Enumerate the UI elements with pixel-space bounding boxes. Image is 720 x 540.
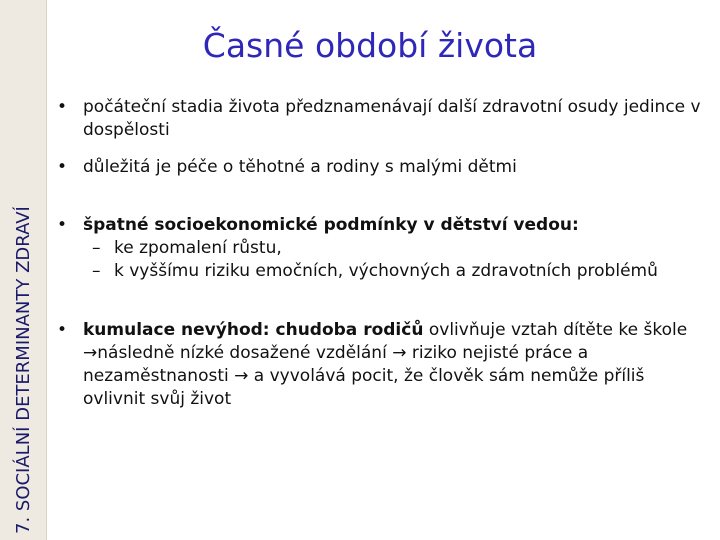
bullet-marker: • xyxy=(57,320,68,340)
bold-lead: kumulace nevýhod: chudoba rodičů xyxy=(83,320,424,340)
sidebar-label: 7. SOCIÁLNÍ DETERMINANTY ZDRAVÍ xyxy=(13,206,34,534)
bullet-marker: • xyxy=(57,157,68,177)
text-run: riziko nejisté práce a nezaměstnanosti xyxy=(83,343,589,386)
sub-bullet-marker: – xyxy=(92,238,101,258)
bullet-marker: • xyxy=(57,215,68,235)
sub-bullet-item xyxy=(57,260,707,283)
bullet-item xyxy=(57,214,707,237)
slide-title: Časné období života xyxy=(202,26,538,65)
bullet-text: důležitá je péče o těhotné a rodiny s malými dětmi xyxy=(83,157,517,177)
bullet-text: počáteční stadia života předznamenávají další zdravotní osudy jedince v dospělosti xyxy=(83,97,701,140)
bullet-list xyxy=(57,96,707,411)
sidebar-divider xyxy=(46,0,47,540)
sub-bullet-text: ke zpomalení růstu, xyxy=(114,238,282,258)
text-run: ovlivňuje vztah dítěte ke škole xyxy=(423,320,688,340)
arrow-icon: → xyxy=(392,343,407,363)
bullet-marker: • xyxy=(57,97,68,117)
text-run: následně nízké dosažené vzdělání xyxy=(97,343,393,363)
bullet-text xyxy=(83,320,687,409)
arrow-icon: → xyxy=(234,366,249,386)
sub-bullet-item xyxy=(57,237,707,260)
bullet-item xyxy=(57,96,707,142)
bullet-item xyxy=(57,319,707,411)
bullet-item xyxy=(57,156,707,179)
sub-bullet-marker: – xyxy=(92,261,101,281)
sub-bullet-text: k vyššímu riziku emočních, výchovných a zdravotních problémů xyxy=(114,261,658,281)
arrow-icon: → xyxy=(83,343,98,363)
text-run: a vyvolává pocit, že člověk sám nemůže příliš ovlivnit svůj život xyxy=(83,366,645,409)
bullet-text: špatné socioekonomické podmínky v dětství vedou: xyxy=(83,215,579,235)
